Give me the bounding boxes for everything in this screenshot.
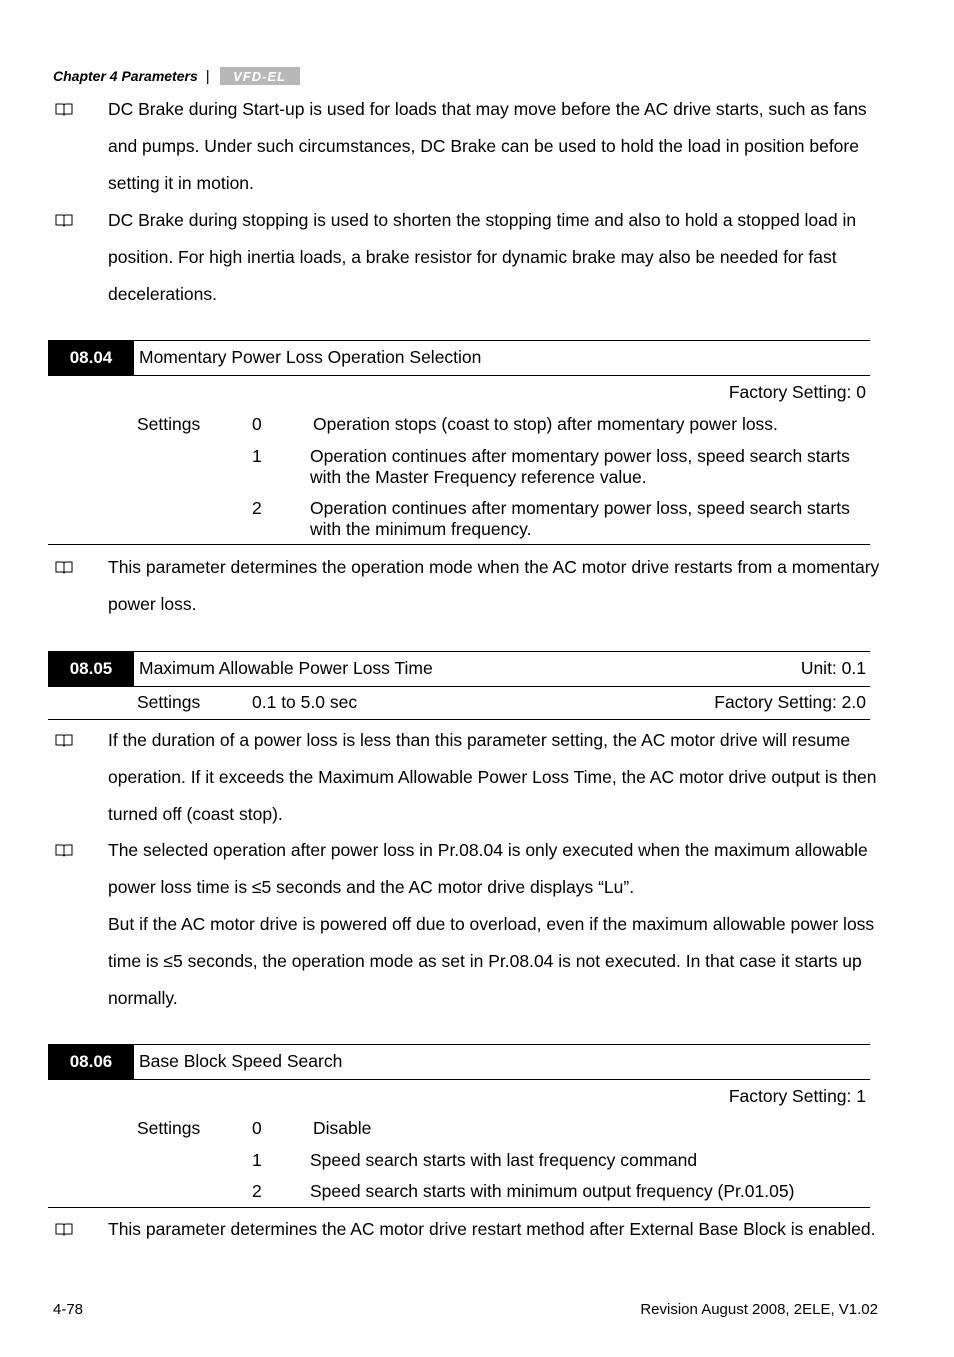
factory-setting: Factory Setting: 2.0: [714, 692, 866, 712]
note-text: DC Brake during Start-up is used for loads that may move before the AC drive starts, such as fans and pumps. Under such circumstances, DC Brake can be used to hold the load in position before setting it in motion.: [108, 99, 867, 193]
book-icon: [55, 102, 73, 116]
note-dc-brake-startup: [53, 91, 883, 202]
note-text: The selected operation after power loss in Pr.08.04 is only executed when the maximum allowable power loss time is ≤5 seconds and the AC motor drive displays “Lu”.: [108, 840, 868, 897]
param-code: 08.05: [48, 652, 134, 686]
note-08-05-duration: [53, 722, 883, 833]
book-icon: [55, 213, 73, 227]
option-value: 2: [252, 498, 262, 518]
note-text: If the duration of a power loss is less than this parameter setting, the AC motor drive will resume operation. If it exceeds the Maximum Allowable Power Loss Time, the AC motor drive output is then turned off (coast stop).: [108, 730, 877, 824]
chapter-title: Chapter 4 Parameters: [53, 68, 198, 84]
param-title: Maximum Allowable Power Loss Time: [139, 658, 433, 678]
param-body: [48, 1080, 870, 1208]
note-dc-brake-stopping: [53, 202, 883, 313]
note-08-05-selected-operation: [53, 832, 883, 1017]
option-text: Speed search starts with minimum output frequency (Pr.01.05): [310, 1181, 795, 1201]
book-icon: [55, 1222, 73, 1236]
revision-info: Revision August 2008, 2ELE, V1.02: [640, 1301, 878, 1318]
settings-label: Settings: [137, 692, 201, 712]
option-text: Disable: [313, 1118, 372, 1138]
param-code: 08.04: [48, 341, 134, 375]
book-icon: [55, 560, 73, 574]
param-header: [48, 651, 870, 687]
option-text: Operation continues after momentary power loss, speed search starts with the minimum frequency.: [310, 498, 850, 539]
option-value: 2: [252, 1181, 262, 1201]
note-text-continued: But if the AC motor drive is powered off due to overload, even if the maximum allowable power loss time is ≤5 seconds, the operation mode as set in Pr.08.04 is not executed. In that case it starts up normally.: [108, 914, 875, 1008]
note-text: DC Brake during stopping is used to shorten the stopping time and also to hold a stopped load in position. For high inertia loads, a brake resistor for dynamic brake may also be needed for fast decelerations.: [108, 210, 857, 304]
param-title: Momentary Power Loss Operation Selection: [139, 347, 482, 367]
param-08-06: [48, 1044, 870, 1208]
option-text: Speed search starts with last frequency command: [310, 1150, 698, 1170]
page-header: [53, 66, 300, 86]
note-text: This parameter determines the operation mode when the AC motor drive restarts from a momentary power loss.: [108, 557, 880, 614]
option-value: 1: [252, 1150, 262, 1170]
settings-label: Settings: [137, 414, 201, 434]
settings-label: Settings: [137, 1118, 201, 1138]
param-08-05: [48, 651, 870, 720]
option-value: 1: [252, 446, 262, 466]
param-body: [48, 376, 870, 545]
settings-range: 0.1 to 5.0 sec: [252, 692, 358, 712]
option-text: Operation stops (coast to stop) after momentary power loss.: [313, 414, 778, 434]
book-icon: [55, 843, 73, 857]
param-unit: Unit: 0.1: [800, 658, 866, 678]
vfd-el-logo: VFD-EL: [220, 67, 300, 85]
note-text: This parameter determines the AC motor drive restart method after External Base Block is enabled.: [108, 1219, 876, 1239]
factory-setting: Factory Setting: 0: [728, 382, 866, 402]
param-title: Base Block Speed Search: [139, 1051, 343, 1071]
param-code: 08.06: [48, 1045, 134, 1079]
param-header: [48, 1044, 870, 1080]
factory-setting: Factory Setting: 1: [728, 1086, 866, 1106]
book-icon: [55, 733, 73, 747]
param-08-04: [48, 340, 870, 545]
note-08-04: [53, 549, 883, 623]
option-value: 0: [252, 1118, 262, 1138]
note-08-06: [53, 1211, 883, 1248]
param-header: [48, 340, 870, 376]
option-value: 0: [252, 414, 262, 434]
option-text: Operation continues after momentary power loss, speed search starts with the Master Frequency reference value.: [310, 446, 850, 487]
header-separator: |: [205, 67, 210, 85]
page-number: 4-78: [53, 1301, 84, 1318]
param-body: [48, 687, 870, 720]
